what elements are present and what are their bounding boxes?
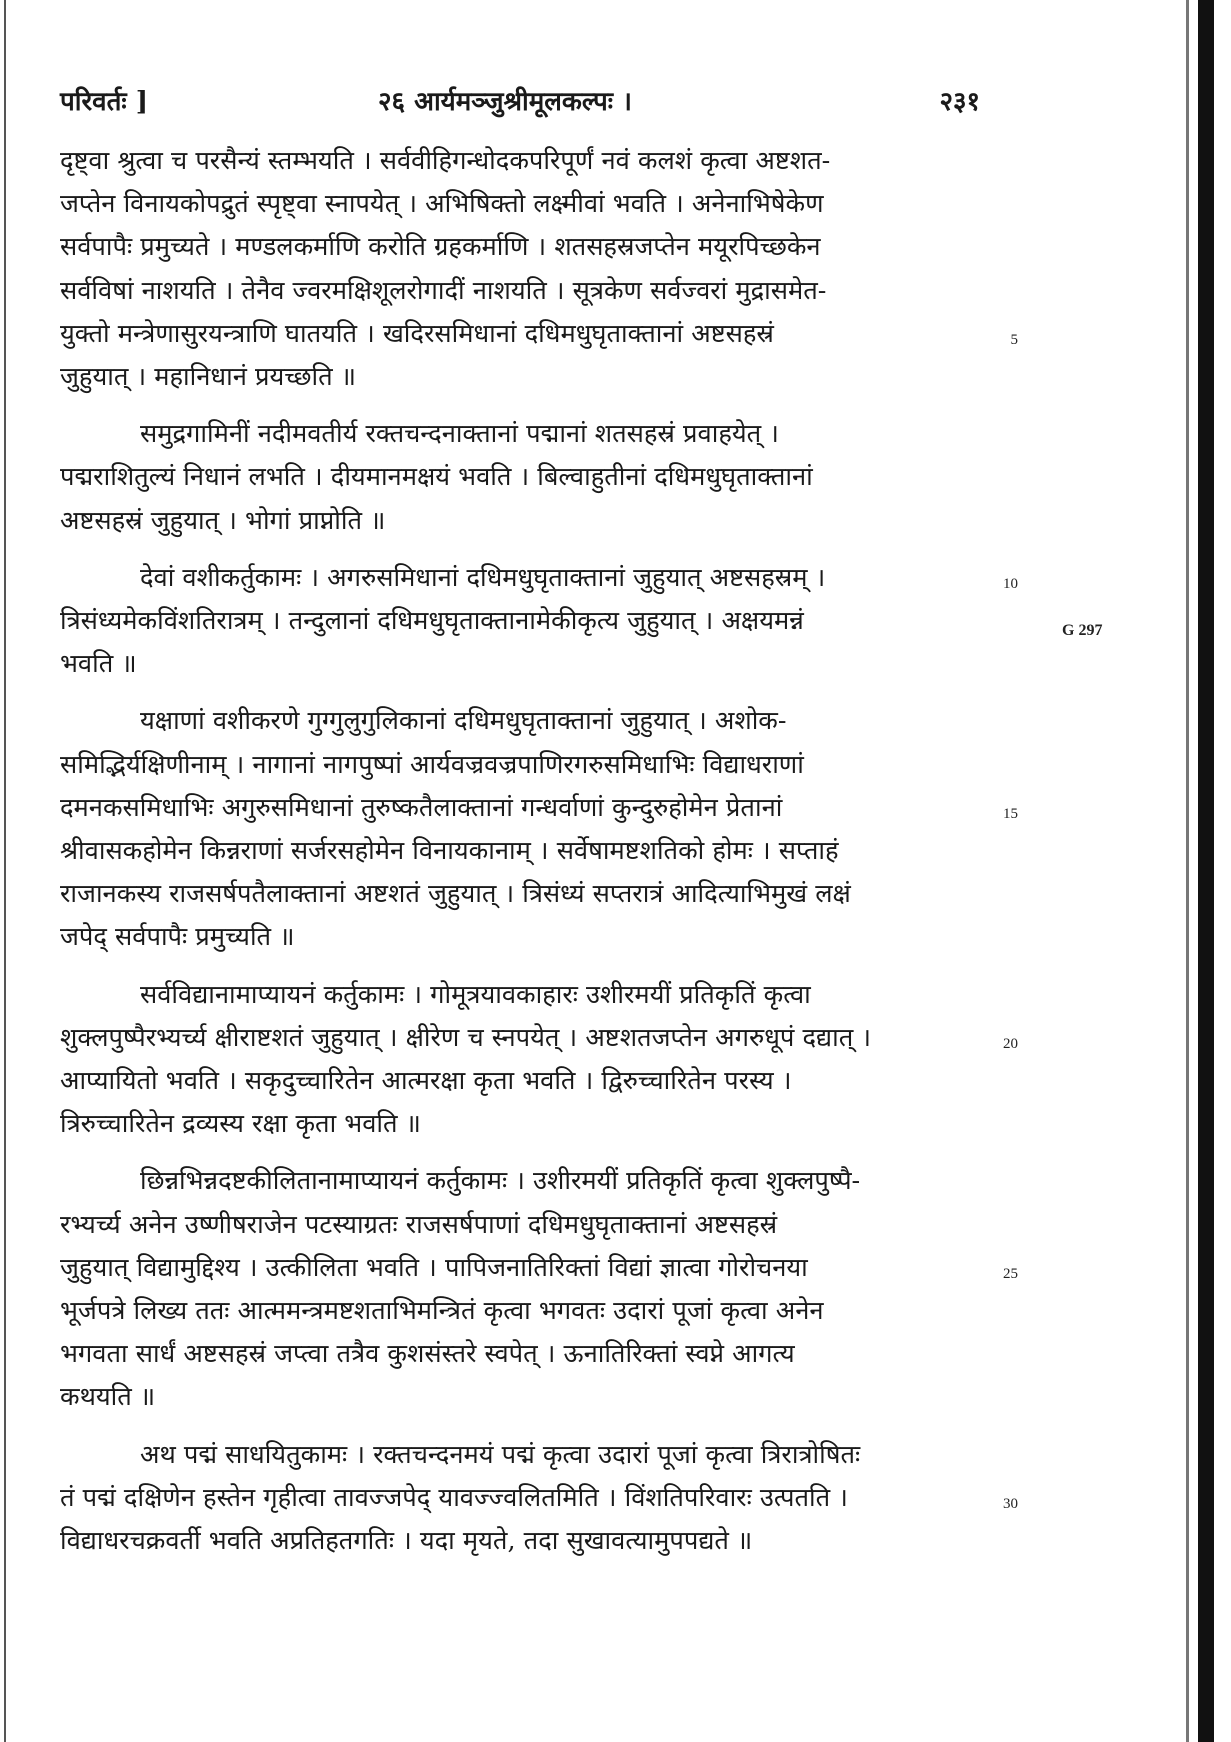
text-line: देवां वशीकर्तुकामः । अगरुसमिधानां दधिमधुघृताक्तानां जुहुयात् अष्टसहस्रम् । 10 — [60, 557, 990, 600]
text-line: त्रिसंध्यमेकविंशतिरात्रम् । तन्दुलानां दधिमधुघृताक्तानामेकीकृत्य जुहुयात् । अक्षयमन्नं — [60, 606, 804, 637]
paragraph — [60, 974, 1018, 1147]
text-line: यक्षाणां वशीकरणे गुग्गुलुगुलिकानां दधिमधुघृताक्तानां जुहुयात् । अशोक- — [140, 706, 787, 737]
header-chapter-label: परिवर्तः ] — [60, 87, 149, 117]
paragraph — [60, 1160, 1018, 1419]
line-number: 5 — [1010, 331, 1018, 348]
text-line: जपेद् सर्वपापैः प्रमुच्यति ॥ — [60, 922, 295, 953]
text-line: छिन्नभिन्नदष्टकीलितानामाप्यायनं कर्तुकामः । उशीरमयीं प्रतिकृतिं कृत्वा शुक्लपुष्पै- — [140, 1166, 861, 1197]
text-line: तं पद्मं दक्षिणेन हस्तेन गृहीत्वा तावज्जपेद् यावज्ज्वलितमिति । विंशतिपरिवारः उत्पतति । 30 — [60, 1477, 990, 1520]
text-line: पद्मराशितुल्यं निधानं लभति । दीयमानमक्षयं भवति । बिल्वाहुतीनां दधिमधुघृताक्तानां — [60, 462, 813, 493]
text-line: भूर्जपत्रे लिख्य ततः आत्ममन्त्रमष्टशताभिमन्त्रितं कृत्वा भगवतः उदारां पूजां कृत्वा अनेन — [60, 1296, 824, 1327]
text-line: अष्टसहस्रं जुहुयात् । भोगां प्राप्नोति ॥ — [60, 505, 386, 536]
line-number: 20 — [1003, 1035, 1018, 1052]
paragraph — [60, 557, 1018, 687]
text-line: दृष्ट्वा श्रुत्वा च परसैन्यं स्तम्भयति । सर्ववीहिगन्धोदकपरिपूर्णं नवं कलशं कृत्वा अष्टशत- — [60, 146, 831, 176]
text-line: सर्वविषां नाशयति । तेनैव ज्वरमक्षिशूलरोगादीं नाशयति । सूत्रकेण सर्वज्वरां मुद्रासमेत- — [60, 275, 827, 306]
text-line: श्रीवासकहोमेन किन्नराणां सर्जरसहोमेन विनायकानाम् । सर्वेषामष्टशतिको होमः । सप्ताहं — [60, 836, 839, 867]
text-line: कथयति ॥ — [60, 1382, 156, 1413]
paragraph — [60, 140, 1018, 399]
margin-reference: G 297 — [1062, 622, 1103, 639]
text-line: आप्यायितो भवति । सकृदुच्चारितेन आत्मरक्षा कृता भवति । द्विरुच्चारितेन परस्य । — [60, 1066, 792, 1097]
text-line: समिद्भिर्यक्षिणीनाम् । नागानां नागपुष्पां आर्यवज्रवज्रपाणिरगरुसमिधाभिः विद्याधराणां — [60, 749, 804, 780]
text-line: सर्वविद्यानामाप्यायनं कर्तुकामः । गोमूत्रयावकाहारः उशीरमयीं प्रतिकृतिं कृत्वा — [140, 979, 811, 1010]
paragraph — [60, 1434, 1018, 1564]
text-line: जुहुयात् विद्यामुद्दिश्य । उत्कीलिता भवति । पापिजनातिरिक्तां विद्यां ज्ञात्वा गोरोचनया 25 — [60, 1247, 990, 1290]
text-line: भगवता सार्धं अष्टसहस्रं जप्त्वा तत्रैव कुशसंस्तरे स्वपेत् । ऊनातिरिक्तां स्वप्ने आगत्य — [60, 1339, 795, 1370]
binding-shadow — [1186, 0, 1189, 1742]
text-line: सर्वपापैः प्रमुच्यते । मण्डलकर्माणि करोति ग्रहकर्माणि । शतसहस्रजप्तेन मयूरपिच्छकेन — [60, 232, 821, 263]
page-left-edge — [4, 0, 6, 1742]
book-binding — [1198, 0, 1214, 1742]
text-line: रभ्यर्च्य अनेन उष्णीषराजेन पटस्याग्रतः राजसर्षपाणां दधिमधुघृताक्तानां अष्टसहस्रं — [60, 1209, 778, 1240]
text-line: अथ पद्मं साधयितुकामः । रक्तचन्दनमयं पद्मं कृत्वा उदारां पूजां कृत्वा त्रिरात्रोषितः — [140, 1439, 861, 1470]
running-header — [60, 82, 980, 122]
text-line: शुक्लपुष्पैरभ्यर्च्य क्षीराष्टशतं जुहुयात् । क्षीरेण च स्नपयेत् । अष्टशतजप्तेन अगरुधूपं दद्यात् । 20 — [60, 1017, 990, 1060]
page-number: २३१ — [939, 87, 980, 117]
body-text — [60, 140, 1018, 1577]
text-line: राजानकस्य राजसर्षपतैलाक्तानां अष्टशतं जुहुयात् । त्रिसंध्यं सप्तरात्रं आदित्याभिमुखं लक्षं — [60, 879, 851, 910]
header-title: २६ आर्यमञ्जुश्रीमूलकल्पः । — [378, 87, 632, 117]
text-line: समुद्रगामिनीं नदीमवतीर्य रक्तचन्दनाक्तानां पद्मानां शतसहस्रं प्रवाहयेत् । — [140, 419, 779, 450]
text-line: युक्तो मन्त्रेणासुरयन्त्राणि घातयति । खदिरसमिधानां दधिमधुघृताक्तानां अष्टसहस्रं 5 — [60, 313, 990, 356]
text-line: त्रिरुच्चारितेन द्रव्यस्य रक्षा कृता भवति ॥ — [60, 1109, 421, 1140]
text-line: जप्तेन विनायकोपद्रुतं स्पृष्ट्वा स्नापयेत् । अभिषिक्तो लक्ष्मीवां भवति । अनेनाभिषेकेण — [60, 189, 824, 220]
text-line: जुहुयात् । महानिधानं प्रयच्छति ॥ — [60, 362, 357, 393]
line-number: 10 — [1003, 575, 1018, 592]
line-number: 30 — [1003, 1495, 1018, 1512]
text-line: दमनकसमिधाभिः अगुरुसमिधानां तुरुष्कतैलाक्तानां गन्धर्वाणां कुन्दुरुहोमेन प्रेतानां 15 — [60, 787, 990, 830]
paragraph — [60, 413, 990, 543]
text-line: भवति ॥ — [60, 649, 137, 680]
paragraph — [60, 700, 1018, 959]
text-line: विद्याधरचक्रवर्ती भवति अप्रतिहतगतिः । यदा मृयते, तदा सुखावत्यामुपपद्यते ॥ — [60, 1526, 753, 1557]
line-number: 25 — [1003, 1265, 1018, 1282]
line-number: 15 — [1003, 805, 1018, 822]
